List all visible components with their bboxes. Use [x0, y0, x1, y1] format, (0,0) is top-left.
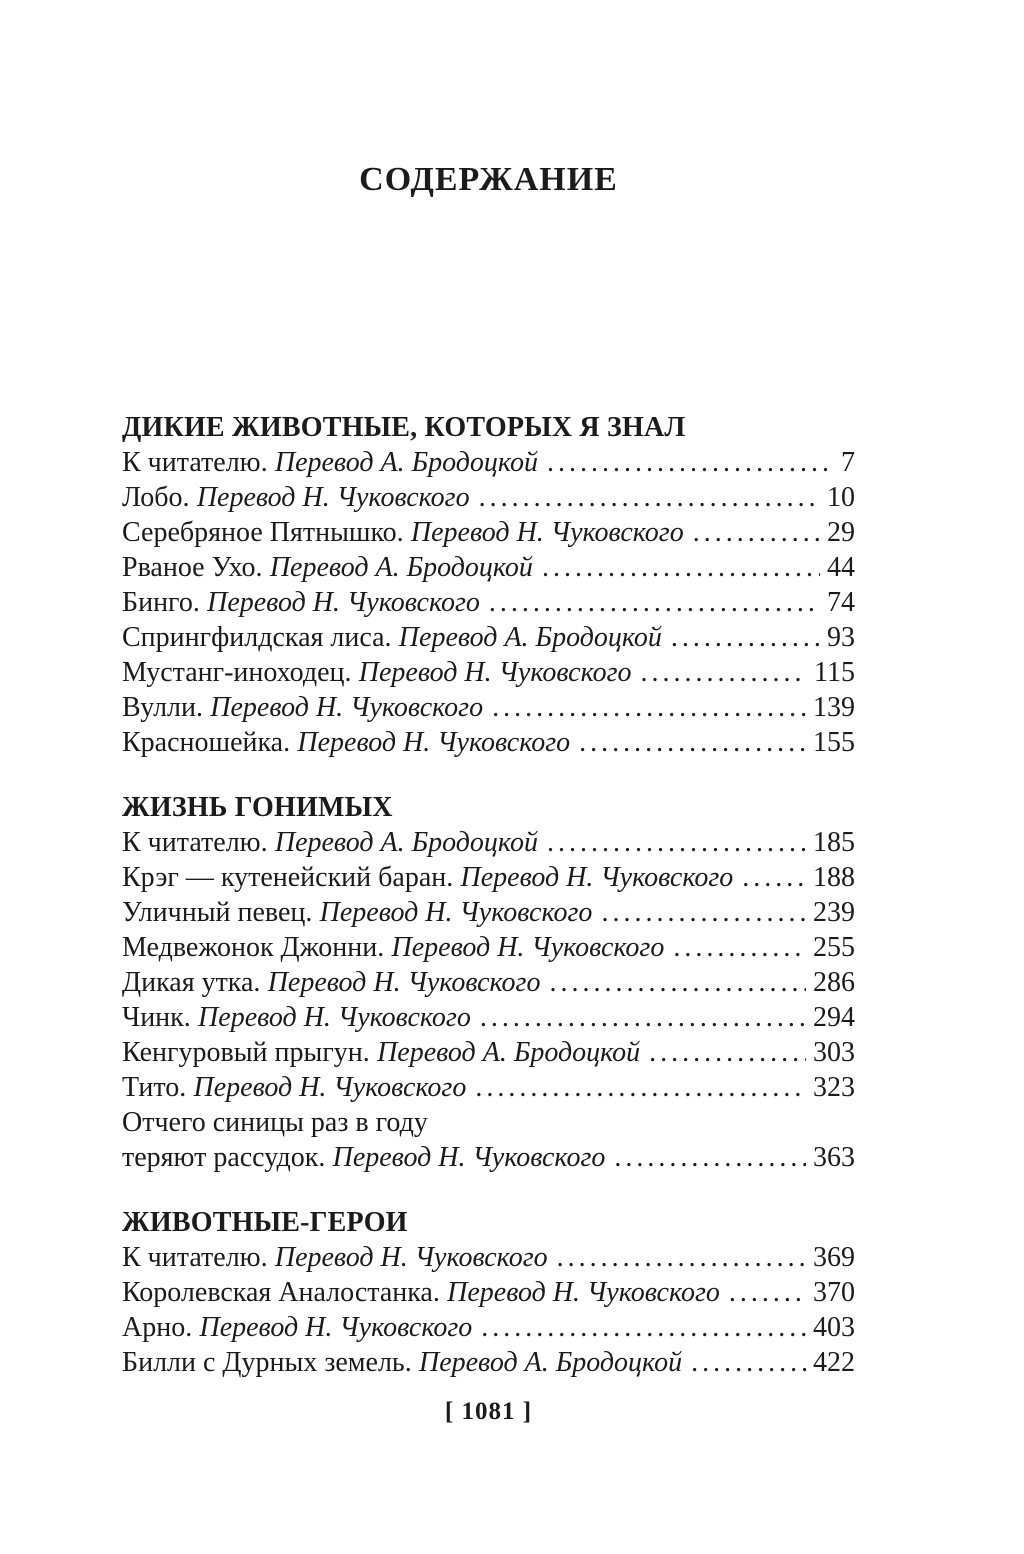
toc-entry-work-title: Красношейка. — [122, 727, 291, 758]
toc-entry-translator: Перевод Н. Чуковского — [447, 1277, 720, 1308]
table-of-contents — [122, 410, 855, 1380]
toc-entry-text — [122, 550, 533, 585]
dot-leader — [480, 1000, 806, 1035]
toc-section-heading: ЖИВОТНЫЕ-ГЕРОИ — [122, 1207, 408, 1238]
toc-entry-translator: Перевод А. Бродоцкой — [398, 622, 662, 653]
toc-entry-text — [122, 895, 592, 930]
toc-entry-translator: Перевод Н. Чуковского — [297, 727, 571, 758]
toc-entry-text — [122, 1275, 720, 1310]
toc-entry-page: 286 — [813, 967, 855, 998]
toc-entry — [122, 585, 855, 620]
toc-entry — [122, 550, 855, 585]
toc-entry-translator: Перевод Н. Чуковского — [274, 1242, 548, 1273]
toc-entry — [122, 895, 855, 930]
dot-leader — [492, 690, 806, 725]
toc-entry-work-title: Уличный певец. — [122, 897, 313, 928]
toc-entry-translator: Перевод Н. Чуковского — [410, 517, 684, 548]
toc-entry-work-title: Крэг — кутенейский баран. — [122, 862, 454, 893]
toc-entry-text — [122, 690, 483, 725]
toc-entry-page: 93 — [827, 622, 855, 653]
toc-entry-work-title: Королевская Аналостанка. — [122, 1277, 440, 1308]
toc-entry-page: 403 — [813, 1312, 855, 1343]
toc-section — [122, 790, 855, 1175]
toc-entry — [122, 1310, 855, 1345]
toc-entry-translator: Перевод А. Бродоцкой — [274, 447, 538, 478]
dot-leader — [579, 725, 806, 760]
toc-entry — [122, 1275, 855, 1310]
toc-section — [122, 410, 855, 760]
toc-entry-page: 188 — [813, 862, 855, 893]
toc-entry-text — [122, 825, 538, 860]
toc-entry — [122, 445, 855, 480]
toc-entry-text — [122, 1070, 466, 1105]
dot-leader — [549, 965, 806, 1000]
toc-entry-translator: Перевод А. Бродоцкой — [377, 1037, 641, 1068]
toc-entry-page: 422 — [813, 1347, 855, 1378]
toc-entry-text — [122, 445, 538, 480]
dot-leader — [542, 550, 820, 585]
toc-entry — [122, 1345, 855, 1380]
toc-entry-work-title: Медвежонок Джонни. — [122, 932, 385, 963]
toc-entry-text — [122, 725, 570, 760]
page-title: СОДЕРЖАНИЕ — [359, 161, 618, 198]
dot-leader — [673, 930, 806, 965]
toc-entry-work-title: Спрингфилдская лиса. — [122, 622, 392, 653]
toc-entry-translator: Перевод Н. Чуковского — [319, 897, 593, 928]
toc-entry-work-title: Билли с Дурных земель. — [122, 1347, 412, 1378]
dot-leader — [601, 895, 806, 930]
toc-entry-text — [122, 1035, 640, 1070]
toc-entry-work-title: Арно. — [122, 1312, 193, 1343]
dot-leader — [649, 1035, 806, 1070]
toc-entry-translator: Перевод Н. Чуковского — [267, 967, 541, 998]
toc-entry-translator: Перевод Н. Чуковского — [460, 862, 734, 893]
toc-entry-page: 255 — [813, 932, 855, 963]
dot-leader — [691, 1345, 806, 1380]
toc-entry — [122, 620, 855, 655]
toc-entry-text — [122, 585, 480, 620]
toc-entry-translator: Перевод Н. Чуковского — [199, 1312, 473, 1343]
toc-entry-page: 239 — [813, 897, 855, 928]
toc-entry-text — [122, 655, 632, 690]
toc-entry-translator: Перевод Н. Чуковского — [358, 657, 632, 688]
toc-entry — [122, 1070, 855, 1105]
toc-entry-title-line1: Отчего синицы раз в году — [122, 1107, 428, 1138]
toc-entry-translator: Перевод А. Бродоцкой — [274, 827, 538, 858]
dot-leader — [547, 445, 834, 480]
dot-leader — [479, 480, 820, 515]
dot-leader — [557, 1240, 806, 1275]
toc-entry-work-title: Дикая утка. — [122, 967, 261, 998]
page-folio: [ 1081 ] — [444, 1398, 533, 1425]
toc-entry-work-title: Вулли. — [122, 692, 204, 723]
toc-entry-work-title: Лобо. — [122, 482, 190, 513]
toc-entry — [122, 690, 855, 725]
toc-entry — [122, 1240, 855, 1275]
toc-entry-text — [122, 480, 470, 515]
toc-section-heading: ДИКИЕ ЖИВОТНЫЕ, КОТОРЫХ Я ЗНАЛ — [122, 412, 686, 443]
toc-entry-work-title: теряют рассудок. — [122, 1142, 326, 1173]
dot-leader — [481, 1310, 806, 1345]
toc-entry — [122, 655, 855, 690]
toc-entry-page: 44 — [827, 552, 855, 583]
toc-entry-work-title: Бинго. — [122, 587, 200, 618]
toc-entry-text — [122, 965, 540, 1000]
dot-leader — [547, 825, 806, 860]
toc-entry-page: 294 — [813, 1002, 855, 1033]
toc-entry-translator: Перевод Н. Чуковского — [193, 1072, 467, 1103]
toc-entry — [122, 1035, 855, 1070]
toc-entry — [122, 1140, 855, 1175]
dot-leader — [671, 620, 820, 655]
toc-entry-page: 7 — [841, 447, 855, 478]
toc-entry-work-title: Рваное Ухо. — [122, 552, 263, 583]
toc-entry-page: 155 — [813, 727, 855, 758]
toc-entry — [122, 825, 855, 860]
toc-entry-translator: Перевод Н. Чуковского — [210, 692, 484, 723]
toc-entry — [122, 515, 855, 550]
toc-entry — [122, 965, 855, 1000]
toc-entry-work-title: К читателю. — [122, 1242, 268, 1273]
toc-section — [122, 1205, 855, 1380]
dot-leader — [693, 515, 820, 550]
toc-entry-page: 185 — [813, 827, 855, 858]
toc-entry-work-title: К читателю. — [122, 447, 268, 478]
toc-entry-translator: Перевод Н. Чуковского — [391, 932, 665, 963]
toc-entry-page: 74 — [827, 587, 855, 618]
toc-entry-text — [122, 620, 662, 655]
toc-entry-page: 10 — [827, 482, 855, 513]
toc-entry — [122, 725, 855, 760]
toc-entry — [122, 1000, 855, 1035]
toc-entry-page: 369 — [813, 1242, 855, 1273]
dot-leader — [475, 1070, 806, 1105]
toc-entry-text — [122, 1000, 471, 1035]
toc-entry-page: 115 — [814, 657, 855, 688]
toc-entry-work-title: Кенгуровый прыгун. — [122, 1037, 370, 1068]
toc-entry-text — [122, 515, 684, 550]
dot-leader — [641, 655, 807, 690]
toc-entry-page: 29 — [827, 517, 855, 548]
dot-leader — [742, 860, 806, 895]
toc-entry-work-title: Тито. — [122, 1072, 187, 1103]
dot-leader — [729, 1275, 806, 1310]
toc-entry-translator: Перевод Н. Чуковского — [207, 587, 480, 618]
toc-entry — [122, 480, 855, 515]
toc-entry-translator: Перевод А. Бродоцкой — [269, 552, 533, 583]
toc-entry-translator: Перевод Н. Чуковского — [332, 1142, 606, 1173]
toc-entry-text — [122, 1345, 682, 1380]
toc-entry-work-title: Мустанг-иноходец. — [122, 657, 352, 688]
toc-entry-page: 303 — [813, 1037, 855, 1068]
toc-entry-translator: Перевод А. Бродоцкой — [418, 1347, 683, 1378]
toc-entry — [122, 860, 855, 895]
toc-entry-text — [122, 930, 664, 965]
toc-entry-page: 323 — [813, 1072, 855, 1103]
toc-entry-page: 139 — [813, 692, 855, 723]
toc-entry-page: 370 — [813, 1277, 855, 1308]
toc-section-heading: ЖИЗНЬ ГОНИМЫХ — [122, 792, 393, 823]
toc-entry-work-title: Чинк. — [122, 1002, 191, 1033]
toc-entry-text — [122, 1310, 472, 1345]
toc-entry — [122, 930, 855, 965]
toc-entry-text — [122, 1140, 605, 1175]
toc-entry-text — [122, 860, 733, 895]
toc-entry-text — [122, 1240, 548, 1275]
toc-entry-page: 363 — [813, 1142, 855, 1173]
toc-entry-work-title: К читателю. — [122, 827, 268, 858]
toc-entry-translator: Перевод Н. Чуковского — [196, 482, 470, 513]
toc-entry-work-title: Серебряное Пятнышко. — [122, 517, 404, 548]
toc-entry-translator: Перевод Н. Чуковского — [198, 1002, 471, 1033]
dot-leader — [489, 585, 820, 620]
dot-leader — [614, 1140, 806, 1175]
